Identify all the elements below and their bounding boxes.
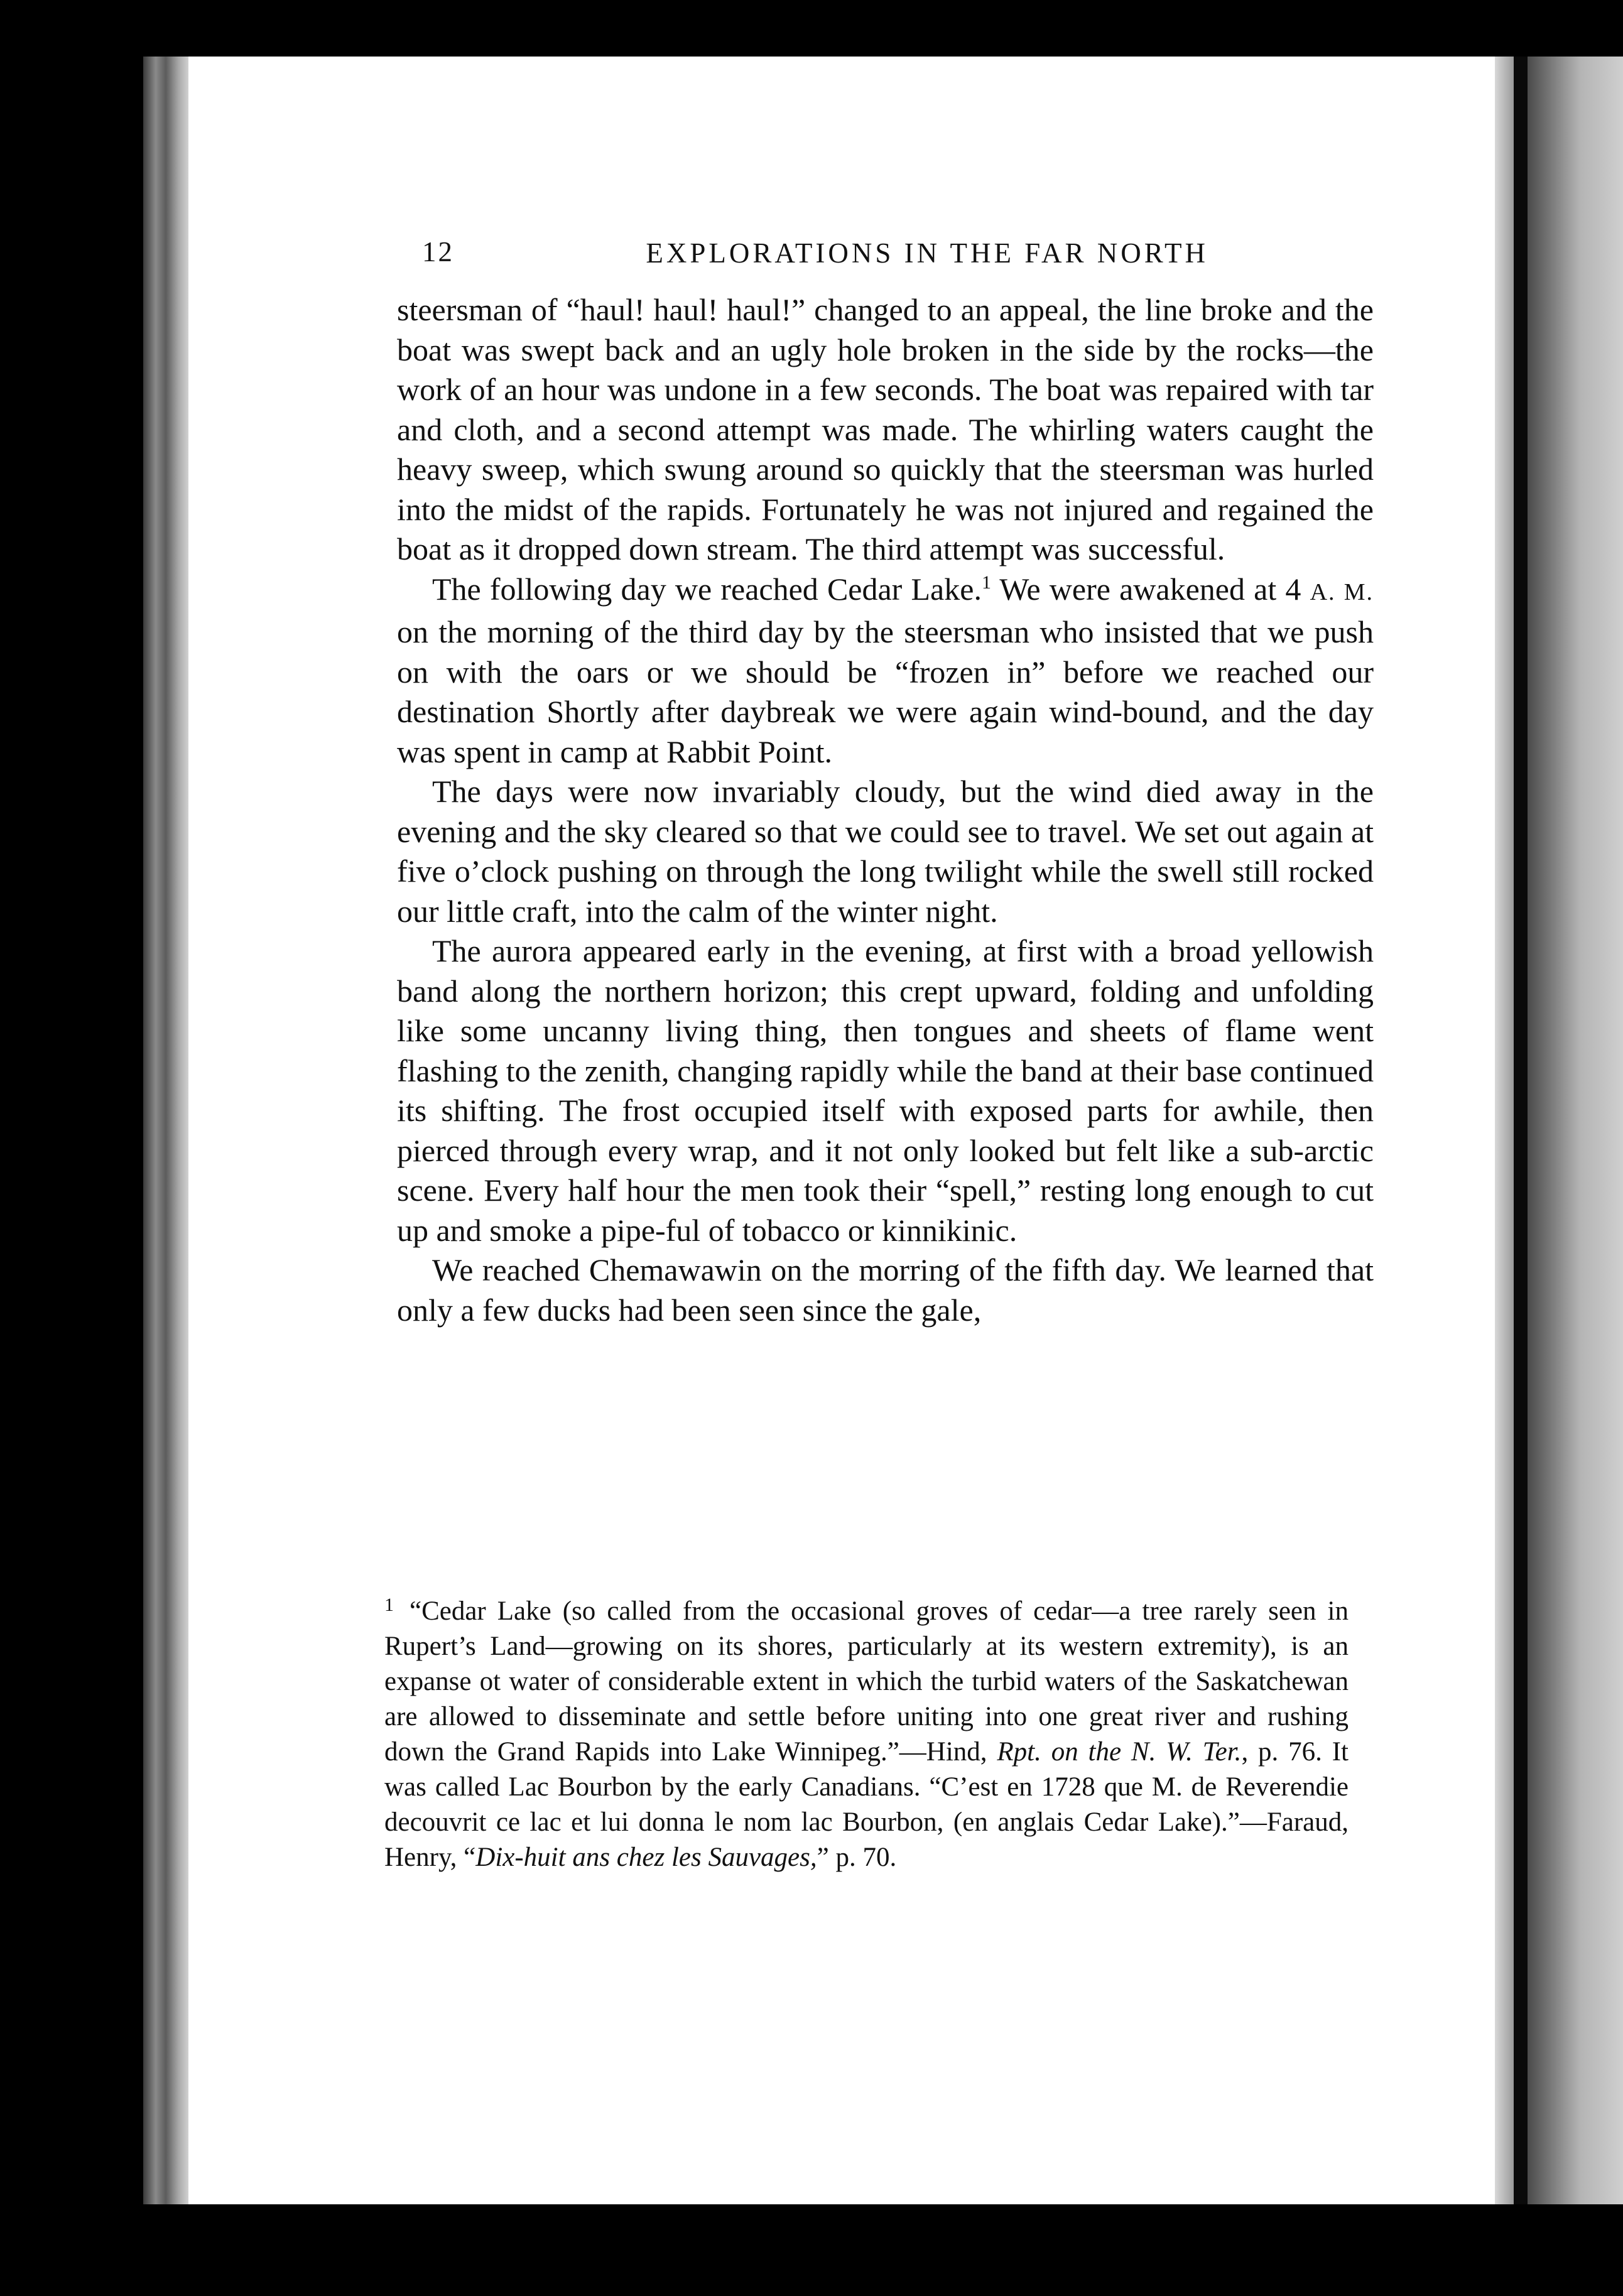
footnote-text-c: ” p. 70. bbox=[817, 1843, 897, 1872]
footnote-text-a: “Cedar Lake (so called from the occasional groves of cedar—a tree rarely seen in Rupert’s Land—growing on its shores, particularly at its western extremity), is an expanse ot water of considerable extent in which the turbid waters of the Saskatchewan are allowed to disseminate and settle before uniting into one great river and rushing down the Grand Rapids into Lake Winnipeg.”—Hind, bbox=[384, 1596, 1349, 1767]
footnote-title-a: Rpt. on the N. W. Ter. bbox=[997, 1737, 1242, 1767]
page-edge bbox=[1495, 57, 1514, 2204]
paragraph-5 bbox=[397, 1250, 1374, 1330]
paragraph-3-text: The days were now invariably cloudy, but the wind died away in the evening and the sky cleared so that we could see to travel. We set out again at five o’clock pushing on through the long twilight while the swell still rocked our little craft, into the calm of the winter night. bbox=[397, 774, 1374, 929]
footnote-text-b: , p. 76. It was called Lac Bourbon by the early Canadians. “C’est en 1728 que M. de Reverendie decouvrit ce lac et lui donna le nom lac Bourbon, (en anglais Cedar Lake).”—Faraud, Henry, “ bbox=[384, 1737, 1349, 1872]
paragraph-4-text: The aurora appeared early in the evening, at first with a broad yellowish band along the northern horizon; this crept upward, folding and unfolding like some uncanny living thing, then tongues and sheets of flame went flashing to the zenith, changing rapidly while the band at their base continued its shifting. The frost occupied itself with exposed parts for awhile, then pierced through every wrap, and it not only looked but felt like a sub-arctic scene. Every half hour the men took their “spell,” resting long enough to cut up and smoke a pipe-ful of tobacco or kinnikinic. bbox=[397, 933, 1374, 1248]
book-gutter bbox=[143, 57, 193, 2204]
paragraph-2-text-b: We were awakened at 4 bbox=[991, 571, 1310, 607]
time-abbreviation: A. M. bbox=[1310, 578, 1374, 605]
paragraph-2-text-c: on the morning of the third day by the steersman who insisted that we push on with the oars or we should be “frozen in” before we reached our destination Shortly after daybreak we were again wind-bound, and the day was spent in camp at Rabbit Point. bbox=[397, 614, 1374, 769]
paragraph-4 bbox=[397, 931, 1374, 1250]
page-gap bbox=[1514, 57, 1528, 2204]
paragraph-5-text: We reached Chemawawin on the morring of the fifth day. We learned that only a few ducks had been seen since the gale, bbox=[397, 1252, 1374, 1328]
paragraph-2 bbox=[397, 570, 1374, 772]
body-text bbox=[397, 290, 1374, 1330]
paragraph-1-text: steersman of “haul! haul! haul!” changed to an appeal, the line broke and the boat was swept back and an ugly hole broken in the side by the rocks—the work of an hour was undone in a few seconds. The boat was repaired with tar and cloth, and a second attempt was made. The whirling waters caught the heavy sweep, which swung around so quickly that the steersman was hurled into the midst of the rapids. Fortunately he was not injured and regained the boat as it dropped down stream. The third attempt was successful. bbox=[397, 292, 1374, 566]
adjacent-page-edge bbox=[1528, 57, 1623, 2204]
paragraph-2-text-a: The following day we reached Cedar Lake. bbox=[432, 571, 982, 607]
footnote-title-b: Dix-huit ans chez les Sauvages, bbox=[475, 1843, 817, 1872]
footnote: 1 “Cedar Lake (so called from the occasional groves of cedar—a tree rarely seen in Rupert’s Land—growing on its shores, particularly at its western extremity), is an expanse ot water of considerable extent in which the turbid waters of the Saskatchewan are allowed to disseminate and settle before uniting into one great river and rushing down the Grand Rapids into Lake Winnipeg.”—Hind, Rpt. on the N. W. Ter., p. 76. It was called Lac Bourbon by the early Canadians. “C’est en 1728 que M. de Reverendie decouvrit ce lac et lui donna le nom lac Bourbon, (en anglais Cedar Lake).”—Faraud, Henry, “Dix-huit ans chez les Sauvages,” p. 70. bbox=[384, 1595, 1349, 1872]
page-number: 12 bbox=[422, 236, 454, 268]
footnote-reference: 1 bbox=[981, 571, 991, 593]
page-header bbox=[422, 229, 1208, 273]
paragraph-1 bbox=[397, 290, 1374, 570]
running-head: EXPLORATIONS IN THE FAR NORTH bbox=[646, 237, 1208, 269]
paragraph-3 bbox=[397, 772, 1374, 931]
